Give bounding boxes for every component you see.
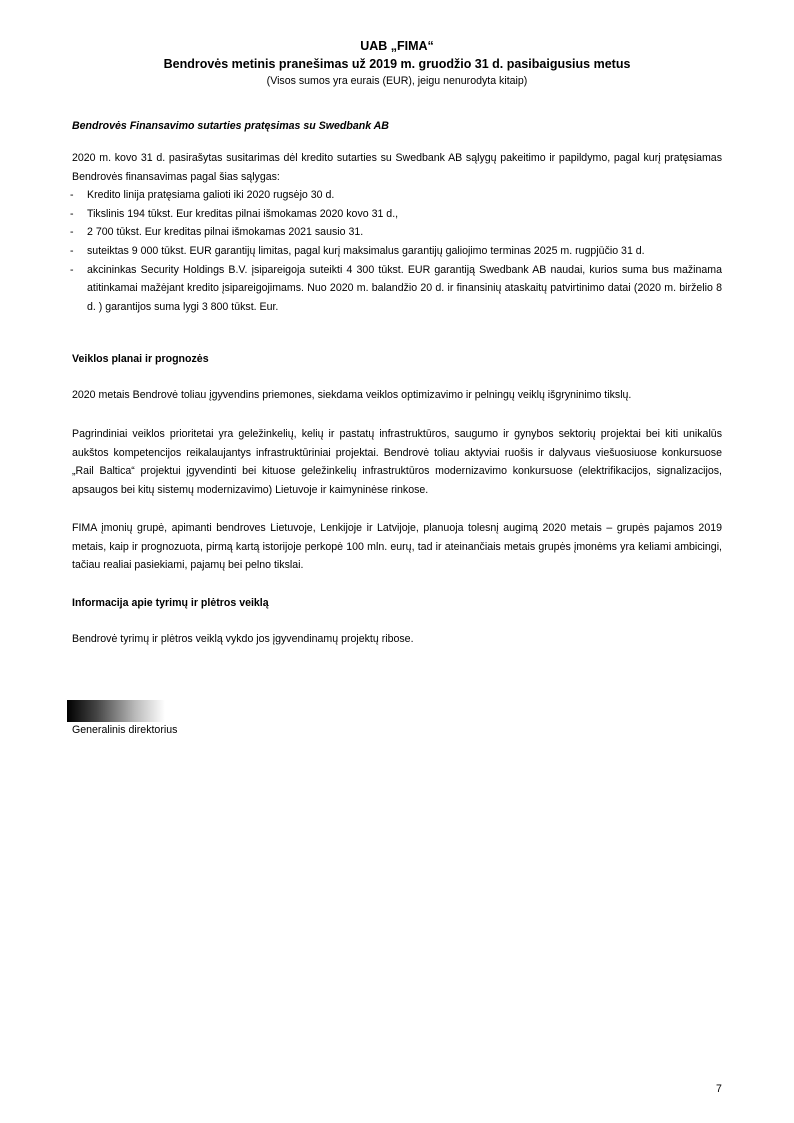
company-name: UAB „FIMA“: [360, 39, 434, 53]
signatory-role: Generalinis direktorius: [72, 724, 178, 736]
list-item: - suteiktas 9 000 tūkst. EUR garantijų limitas, pagal kurį maksimalus garantijų galiojimo terminas 2025 m. rugpjūčio 31 d.: [70, 244, 645, 257]
financing-section: [72, 149, 722, 316]
plans-paragraph-1: 2020 metais Bendrovė toliau įgyvendins priemones, siekdama veiklos optimizavimo ir pelningų veiklų išgryninimo tikslų.: [72, 389, 632, 401]
financing-intro: 2020 m. kovo 31 d. pasirašytas susitarimas dėl kredito sutarties su Swedbank AB sąlygų pakeitimo ir papildymo, pagal kurį pratęsiamas Bendrovės finansavimas pagal šias sąlygas:: [72, 152, 722, 183]
list-item: - Tikslinis 194 tūkst. Eur kreditas pilnai išmokamas 2020 kovo 31 d.,: [70, 207, 399, 220]
list-item: - 2 700 tūkst. Eur kreditas pilnai išmokamas 2021 sausio 31.: [70, 226, 364, 239]
plans-paragraph-3: FIMA įmonių grupė, apimanti bendroves Lietuvoje, Lenkijoje ir Latvijoje, planuoja tolesnį augimą 2020 metais – grupės pajamos 2019 metais, kaip ir prognozuota, pirmą kartą istorijoje perkopė 100 mln. eurų, tad ir ateinančiais metais grupės įmonėms yra keliami ambicingi, tačiau realiai pasiekiami, pajamų bei pelno tikslai.: [72, 522, 722, 572]
signature-image: [67, 700, 165, 722]
currency-note: (Visos sumos yra eurais (EUR), jeigu nenurodyta kitaip): [266, 75, 528, 87]
list-item: - akcininkas Security Holdings B.V. įsipareigoja suteikti 4 300 tūkst. EUR garantiją Swedbank AB naudai, kurios suma bus mažinama atitinkamai mažėjant kredito įsipareigojimams. Nuo 2020 m. balandžio 20 d. ir finansinių ataskaitų patvirtinimo datai (2020 m. birželio 8 d. ) garantijos suma lygi 3 800 tūkst. Eur.: [70, 263, 722, 313]
section-heading-financing: Bendrovės Finansavimo sutarties pratęsimas su Swedbank AB: [72, 120, 389, 132]
list-item: - Kredito linija pratęsiama galioti iki 2020 rugsėjo 30 d.: [70, 189, 335, 202]
section-heading-research: Informacija apie tyrimų ir plėtros veiklą: [72, 597, 269, 609]
plans-paragraph-2: Pagrindiniai veiklos prioritetai yra geležinkelių, kelių ir pastatų infrastruktūros, saugumo ir gynybos sektorių projektai bei kiti unikalūs aukštos kompetencijos reikalaujantys infrastruktūriniai projektai. Bendrovė toliau aktyviai ruošis ir dalyvaus viešuosiuose konkursuose „Rail Baltica“ projektui įgyvendinti bei kituose geležinkelių infrastruktūros modernizavimo konkursuose (elektrifikacijos, signalizacijos, apsaugos bei kitų sistemų modernizavimo) Lietuvoje ir kaimyninėse rinkose.: [72, 428, 722, 496]
page-number: 7: [716, 1083, 722, 1095]
report-title: Bendrovės metinis pranešimas už 2019 m. gruodžio 31 d. pasibaigusius metus: [163, 57, 631, 71]
section-heading-plans: Veiklos planai ir prognozės: [72, 353, 209, 365]
financing-conditions-list: [72, 186, 722, 316]
research-paragraph: Bendrovė tyrimų ir plėtros veiklą vykdo jos įgyvendinamų projektų ribose.: [72, 633, 414, 645]
